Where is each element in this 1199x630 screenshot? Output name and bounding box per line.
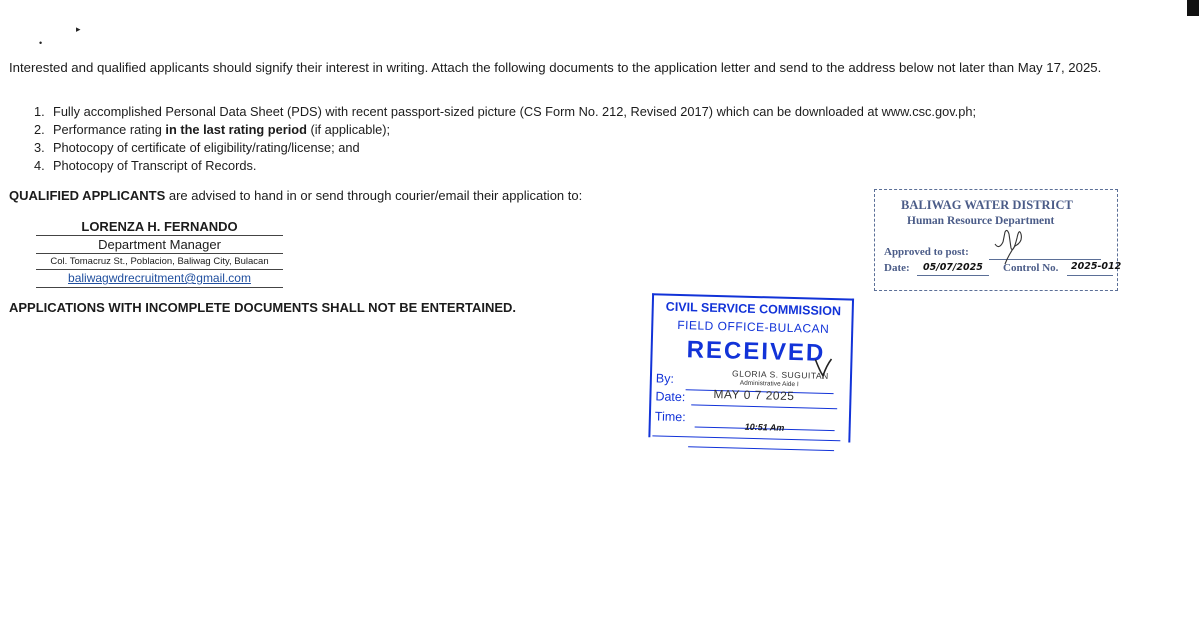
stamp-control-line [1067,275,1113,276]
list-item [34,139,976,157]
list-item-number: 4. [34,158,45,173]
stamp-time-value: 10:51 Am [744,421,785,433]
intro-paragraph: Interested and qualified applicants should signify their interest in writing. Attach the following documents to the application letter and send to the address below not later than May 17, 2025. [9,60,1102,75]
stamp-date-value: 05/07/2025 [923,262,983,273]
stamp-date-label: Date: [884,262,910,274]
list-item-emphasis: in the last rating period [165,122,307,137]
list-item [34,121,976,139]
stamp-department: Human Resource Department [907,215,1055,227]
list-item [34,103,976,121]
csc-received-stamp [648,293,860,458]
requirements-list [34,103,976,175]
list-item-text: Photocopy of certificate of eligibility/rating/license; and [53,140,360,155]
stamp-by-label: By: [655,371,675,386]
list-item-number: 2. [34,122,45,137]
scan-speck: • [39,38,43,48]
contact-role: Department Manager [36,236,283,254]
submission-instructions-text: are advised to hand in or send through courier/email their application to: [165,188,583,203]
signature-mark-icon [812,356,835,381]
bwd-hr-stamp [874,189,1122,291]
scan-speck: ▸ [76,24,81,34]
stamp-agency: CIVIL SERVICE COMMISSION [665,299,842,319]
contact-name: LORENZA H. FERNANDO [36,218,283,236]
list-item-text: Photocopy of Transcript of Records. [53,158,257,173]
stamp-date-line [917,275,989,276]
contact-email-link[interactable]: baliwagwdrecruitment@gmail.com [36,270,283,288]
list-item-text: (if applicable); [306,122,391,137]
stamp-signatory-role: Administrative Aide I [739,379,799,389]
qualified-applicants-label: QUALIFIED APPLICANTS [9,188,166,203]
signature-initials-icon [991,224,1031,268]
scan-edge-mark [1187,0,1199,16]
stamp-date-label: Date: [655,389,686,405]
list-item-number: 1. [34,104,45,119]
stamp-bottom-line [688,446,834,451]
incomplete-documents-warning: APPLICATIONS WITH INCOMPLETE DOCUMENTS SHALL NOT BE ENTERTAINED. [9,300,516,315]
list-item-text: Fully accomplished Personal Data Sheet (PDS) with recent passport-sized picture (CS Form No. 212, Revised 2017) which can be downloaded at www.csc.gov.ph; [53,104,976,119]
stamp-office: FIELD OFFICE-BULACAN [677,317,830,336]
stamp-control-value: 2025-012 [1071,261,1122,272]
stamp-received: RECEIVED [686,336,826,367]
stamp-control-label: Control No. [1003,262,1059,274]
contact-block [36,218,283,288]
list-item [34,157,976,175]
stamp-organization: BALIWAG WATER DISTRICT [901,198,1073,212]
list-item-text: Performance rating [53,122,166,137]
contact-address: Col. Tomacruz St., Poblacion, Baliwag City, Bulacan [36,254,283,270]
list-item-number: 3. [34,140,45,155]
stamp-signatory: GLORIA S. SUGUITAN [731,368,829,381]
stamp-date-value: MAY 0 7 2025 [713,386,795,404]
stamp-approved-label: Approved to post: [884,246,969,258]
stamp-time-label: Time: [654,409,686,425]
submission-instructions [9,188,582,203]
